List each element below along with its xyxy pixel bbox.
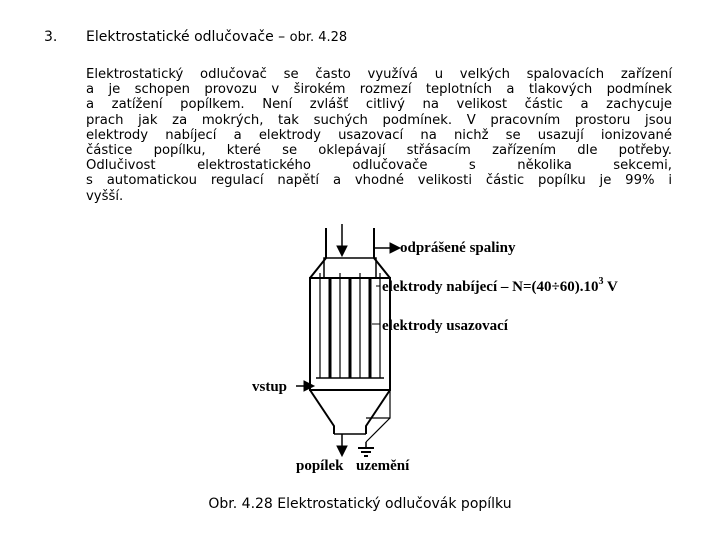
figure-reference: obr. 4.28 — [289, 30, 348, 45]
outlet-pointer-head — [390, 243, 400, 253]
label-inlet: vstup — [252, 379, 288, 395]
electrode-header — [324, 258, 376, 278]
paragraph-line: prach jak za mokrých, tak suchých podmínek. V pracovním prostoru jsou — [86, 112, 672, 128]
paragraph-line: Odlučivost elektrostatického odlučovače s několika sekcemi, — [86, 158, 672, 174]
paragraph-line: s automatickou regulací napětí a vhodné velikosti částic popílku je 99% i — [86, 173, 672, 189]
ground-wire — [366, 368, 390, 442]
charging-label-text: elektrody nabíjecí – N=(40÷60).10 — [382, 279, 599, 295]
charging-label-unit: V — [603, 279, 618, 295]
charging-label-exponent: 3 — [598, 276, 604, 287]
paragraph-line: částice popílku, které se oklepávají střásacím zařízením dle potřeby. — [86, 143, 672, 159]
section-number: 3. — [44, 29, 58, 45]
label-collecting-electrodes: elektrody usazovací — [382, 318, 508, 334]
body-paragraph — [86, 67, 672, 204]
paragraph-line: elektrody nabíjecí a elektrody usazovací na nichž se usazují ionizované — [86, 127, 672, 143]
ash-arrow-head — [337, 446, 347, 456]
section-dash: – — [273, 29, 290, 45]
figure-caption: Obr. 4.28 Elektrostatický odlučovák popílku — [208, 496, 512, 512]
electrostatic-precipitator-diagram — [250, 218, 640, 478]
paragraph-line: a zatížení popílkem. Není zvlášť citlivý na velikost částic a zachycuje — [86, 97, 672, 113]
outlet-arrow-head — [337, 246, 347, 256]
paragraph-line: a je schopen provozu v širokém rozmezí teplotních a tlakových podmínek — [86, 82, 672, 98]
section-heading — [86, 29, 347, 45]
label-charging-electrodes — [382, 276, 618, 295]
paragraph-line: Elektrostatický odlučovač se často využívá u velkých spalovacích zařízení — [86, 67, 672, 82]
ash-hopper — [310, 390, 390, 434]
top-hood — [310, 258, 390, 278]
label-ground: uzemění — [356, 458, 410, 474]
paragraph-line: vyšší. — [86, 188, 124, 204]
label-ash: popílek — [296, 458, 344, 474]
section-title: Elektrostatické odlučovače — [86, 29, 274, 45]
label-outlet-gas: odprášené spaliny — [400, 240, 516, 256]
